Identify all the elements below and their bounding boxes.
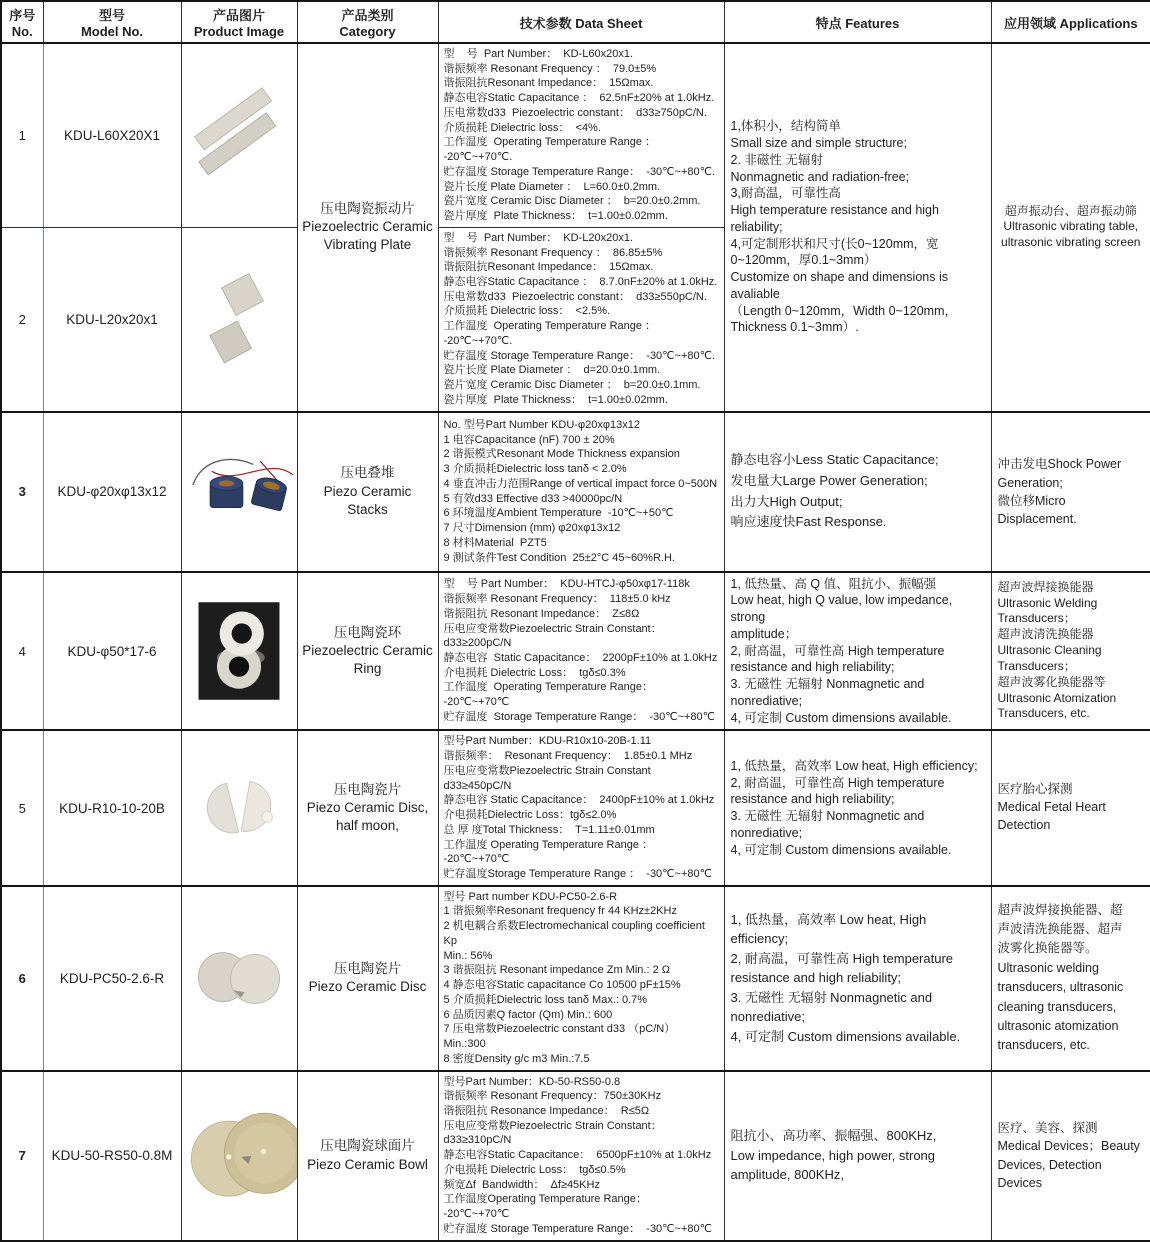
product-row-5	[1, 730, 1150, 885]
datasheet-cell: No. 型号Part Number KDU-φ20xφ13x12 1 电容Capacitance (nF) 700 ± 20% 2 谐振模式Resonant Mode Thickness expansion 3 介质损耗Dielectric loss tanδ < 2.0% 4 垂直冲击力范围Range of vertical impact force 0~500N 5 有效d33 Effective d33 >40000pc/N 6 环境温度Ambient Temperature -10℃~+50℃ 7 尺寸Dimension (mm) φ20xφ13x12 8 材料Material PZT5 9 测试条件Test Condition 25±2°C 45~60%R.H.	[438, 412, 724, 572]
header-row	[1, 1, 1150, 43]
row-number: 7	[1, 1071, 43, 1241]
row-number: 4	[1, 572, 43, 731]
product-row-4	[1, 572, 1150, 731]
datasheet-cell: 型 号 Part Number： KDU-HTCJ-φ50xφ17-118k 谐振频率 Resonant Frequency： 118±5.0 kHz 谐振阻抗 Resonant Impedance： Z≤8Ω 压电应变常数Piezoelectric Strain Constant： d33≥200pC/N 静态电容 Static Capacitance： 2200pF±10% at 1.0kHz 介电损耗 Dielectric Loss： tgδ≤0.3% 工作温度 Operating Temperature Range： -20℃~+70℃ 贮存温度 Storage Temperature Range： -30℃~+80℃	[438, 572, 724, 731]
ceramic-discs-image	[187, 945, 291, 1011]
piezo-stacks-image	[186, 446, 298, 538]
product-row-6	[1, 886, 1150, 1071]
category-cell: 压电叠堆 Piezo Ceramic Stacks	[297, 412, 438, 572]
features-cell: 1, 低热量，高效率 Low heat, High efficiency; 2, 耐高温，可靠性高 High temperature resistance and high reliability; 3. 无磁性 无辐射 Nonmagnetic and nonrediative; 4, 可定制 Custom dimensions available.	[724, 886, 991, 1071]
features-cell: 阻抗小、高功率、振幅强、800KHz, Low impedance, high power, strong amplitude, 800KHz,	[724, 1071, 991, 1241]
category-cell: 压电陶瓷振动片 Piezoelectric Ceramic Vibrating Plate	[297, 43, 438, 412]
applications-cell: 超声波焊接换能器、超 声波清洗换能器、超声 波雾化换能器等。 Ultrasonic welding transducers, ultrasonic cleaning transducers, ultrasonic atomization transducers, etc.	[991, 886, 1150, 1071]
header-model: 型号 Model No.	[43, 1, 181, 43]
header-no: 序号 No.	[1, 1, 43, 43]
product-photo-cell	[181, 227, 297, 411]
model-number: KDU-φ50*17-6	[43, 572, 181, 731]
features-cell: 静态电容小Less Static Capacitance; 发电量大Large Power Generation; 出力大High Output; 响应速度快Fast Response.	[724, 412, 991, 572]
product-row-3	[1, 412, 1150, 572]
product-photo-cell	[181, 412, 297, 572]
datasheet-cell: 型号Part Number：KD-50-RS50-0.8 谐振频率 Resonant Frequency：750±30KHz 谐振阻抗 Resonance Impedance： R≤5Ω 压电应变常数Piezoelectric Strain Constant： d33≥310pC/N 静态电容Static Capacitance： 6500pF±10% at 1.0kHz 介电损耗 Dielectric Loss： tgδ≤0.5% 频宽Δf Bandwidth： Δf≥45KHz 工作温度Operating Temperature Range： -20℃~+70℃ 贮存温度 Storage Temperature Range： -30℃~+80℃	[438, 1071, 724, 1241]
model-number: KDU-50-RS50-0.8M	[43, 1071, 181, 1241]
product-photo-cell	[181, 730, 297, 885]
product-photo-cell	[181, 572, 297, 731]
header-product-image: 产品图片 Product Image	[181, 1, 297, 43]
ceramic-bowls-image	[186, 1106, 298, 1206]
category-cell: 压电陶瓷环 Piezoelectric Ceramic Ring	[297, 572, 438, 731]
square-plates-image	[189, 264, 289, 374]
header-features: 特点 Features	[724, 1, 991, 43]
header-applications: 应用领域 Applications	[991, 1, 1150, 43]
row-number: 6	[1, 886, 43, 1071]
model-number: KDU-L60X20X1	[43, 43, 181, 227]
row-number: 3	[1, 412, 43, 572]
half-moon-discs-image	[186, 770, 294, 846]
product-row-7	[1, 1071, 1150, 1241]
features-cell: 1,体积小，结构简单 Small size and simple structure; 2. 非磁性 无辐射 Nonmagnetic and radiation-free; 3,耐高温，可靠性高 High temperature resistance and high reliability; 4,可定制形状和尺寸(长0~120mm，宽 0~120mm，厚0.1~3mm） Customize on shape and dimensions is avaliable （Length 0~120mm，Width 0~120mm， Thickness 0.1~3mm）.	[724, 43, 991, 412]
applications-cell: 超声振动台、超声振动筛 Ultrasonic vibrating table, ultrasonic vibrating screen	[991, 43, 1150, 412]
category-cell: 压电陶瓷片 Piezo Ceramic Disc, half moon,	[297, 730, 438, 885]
row-number: 1	[1, 43, 43, 227]
datasheet-cell: 型号Part Number：KDU-R10x10-20B-1.11 谐振频率： Resonant Frequency： 1.85±0.1 MHz 压电应变常数Piezoelectric Strain Constant d33≥450pC/N 静态电容 Static Capacitance： 2400pF±10% at 1.0kHz 介电损耗Dielectric Loss：tgδ≤2.0% 总 厚 度Total Thickness： T=1.11±0.01mm 工作温度 Operating Temperature Range ： -20℃~+70℃ 贮存温度Storage Temperature Range ： -30℃~+80℃	[438, 730, 724, 885]
ceramic-rings-image	[193, 597, 285, 705]
datasheet-cell: 型 号 Part Number： KD-L60x20x1. 谐振频率 Resonant Frequency ： 79.0±5% 谐振阻抗Resonant Impedance： 15Ωmax. 静态电容Static Capacitance ： 62.5nF±20% at 1.0kHz. 压电常数d33 Piezoelectric constant： d33≥750pC/N. 介质损耗 Dielectric loss： <4%. 工作温度 Operating Temperature Range ： -20℃~+70℃. 贮存温度 Storage Temperature Range： -30℃~+80℃. 瓷片长度 Plate Diameter ： L=60.0±0.2mm. 瓷片宽度 Ceramic Disc Diameter ： b=20.0±0.2mm. 瓷片厚度 Plate Thickness： t=1.00±0.02mm.	[438, 43, 724, 227]
features-cell: 1, 低热量、高 Q 值、阻抗小、振幅强 Low heat, high Q value, low impedance, strong amplitude； 2, 耐高温，可靠性高 High temperature resistance and high reliability; 3. 无磁性 无辐射 Nonmagnetic and nonrediative; 4, 可定制 Custom dimensions available.	[724, 572, 991, 731]
header-category: 产品类别 Category	[297, 1, 438, 43]
features-cell: 1, 低热量，高效率 Low heat, High efficiency; 2, 耐高温，可靠性高 High temperature resistance and high reliability; 3. 无磁性 无辐射 Nonmagnetic and nonrediative; 4, 可定制 Custom dimensions available.	[724, 730, 991, 885]
applications-cell: 医疗胎心探测 Medical Fetal Heart Detection	[991, 730, 1150, 885]
applications-cell: 超声波焊接换能器 Ultrasonic Welding Transducers； 超声波清洗换能器 Ultrasonic Cleaning Transducers； 超声波雾化换能器等 Ultrasonic Atomization Transducers, etc.	[991, 572, 1150, 731]
model-number: KDU-R10-10-20B	[43, 730, 181, 885]
category-cell: 压电陶瓷球面片 Piezo Ceramic Bowl	[297, 1071, 438, 1241]
applications-cell: 医疗、美容、探测 Medical Devices；Beauty Devices, Detection Devices	[991, 1071, 1150, 1241]
datasheet-cell: 型 号 Part Number： KD-L20x20x1. 谐振频率 Resonant Frequency ： 86.85±5% 谐振阻抗Resonant Impedance： 15Ωmax. 静态电容Static Capacitance ： 8.7.0nF±20% at 1.0kHz. 压电常数d33 Piezoelectric constant： d33≥550pC/N. 介质损耗 Dielectric loss： <2.5%. 工作温度 Operating Temperature Range ： -20℃~+70℃. 贮存温度 Storage Temperature Range： -30℃~+80℃. 瓷片长度 Plate Diameter ： d=20.0±0.1mm. 瓷片宽度 Ceramic Disc Diameter ： b=20.0±0.1mm. 瓷片厚度 Plate Thickness： t=1.00±0.02mm.	[438, 227, 724, 411]
product-photo-cell	[181, 1071, 297, 1241]
vibrating-plates-image	[187, 65, 291, 205]
row-number: 5	[1, 730, 43, 885]
category-cell: 压电陶瓷片 Piezo Ceramic Disc	[297, 886, 438, 1071]
product-photo-cell	[181, 886, 297, 1071]
model-number: KDU-L20x20x1	[43, 227, 181, 411]
model-number: KDU-φ20xφ13x12	[43, 412, 181, 572]
model-number: KDU-PC50-2.6-R	[43, 886, 181, 1071]
datasheet-cell: 型号 Part number KDU-PC50-2.6-R 1 谐振频率Resonant frequency fr 44 KHz±2KHz 2 机电耦合系数Electromechanical coupling coefficient Kp Min.: 56% 3 谐振阻抗 Resonant impedance Zm Min.: 2 Ω 4 静态电容Static capacitance Co 10500 pF±15% 5 介质损耗Dielectric loss tanδ Max.: 0.7% 6 品质因素Q factor (Qm) Min.: 600 7 压电常数Piezoelectric constant d33 （pC/N） Min.:300 8 密度Density g/c m3 Min.:7.5	[438, 886, 724, 1071]
product-row-1	[1, 43, 1150, 227]
applications-cell: 冲击发电Shock Power Generation; 微位移Micro Displacement.	[991, 412, 1150, 572]
header-datasheet: 技术参数 Data Sheet	[438, 1, 724, 43]
row-number: 2	[1, 227, 43, 411]
product-photo-cell	[181, 43, 297, 227]
